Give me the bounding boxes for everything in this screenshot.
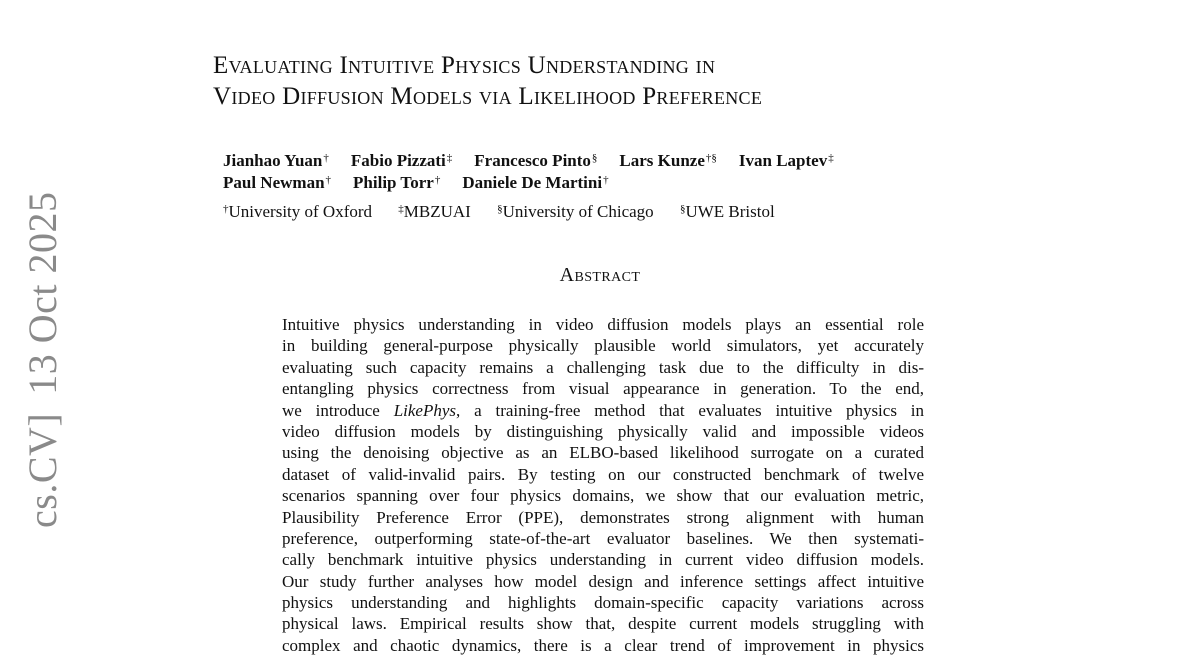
abstract-line: preference, outperforming state-of-the-art evaluator baselines. We then systemati-	[282, 528, 924, 548]
author-name: Fabio Pizzati	[350, 151, 446, 170]
title-line: Evaluating Intuitive Physics Understanding in	[213, 52, 716, 79]
author-name: Jianhao Yuan	[223, 151, 323, 170]
abstract-heading: Abstract	[559, 264, 641, 286]
abstract-line: evaluating such capacity remains a challenging task due to the difficulty in dis-	[282, 357, 924, 377]
author-name: Lars Kunze	[619, 151, 705, 170]
author	[353, 172, 440, 194]
abstract-line: in building general-purpose physically plausible world simulators, yet accurately	[282, 336, 924, 356]
author-name: Daniele De Martini	[462, 173, 603, 192]
author-mark: §	[591, 152, 598, 164]
arxiv-date: 13 Oct 2025	[20, 191, 65, 395]
affiliation-name: University of Chicago	[502, 202, 654, 221]
title-line: Video Diffusion Models via Likelihood Preference	[213, 83, 763, 110]
author-name: Francesco Pinto	[474, 151, 591, 170]
author-mark: †	[323, 152, 329, 164]
abstract-line: dataset of valid-invalid pairs. By testing on our constructed benchmark of twelve	[282, 464, 924, 484]
arxiv-side-stamp	[20, 191, 68, 670]
affiliation	[223, 202, 372, 221]
abstract-line: using the denoising objective as an ELBO-based likelihood surrogate on a curated	[282, 443, 924, 463]
author-row	[223, 150, 963, 172]
abstract-line: cally benchmark intuitive physics understanding in current video diffusion models.	[282, 550, 924, 570]
abstract-body	[282, 314, 924, 656]
author-mark: †§	[705, 152, 717, 164]
author	[223, 172, 331, 194]
author-name: Philip Torr	[353, 173, 434, 192]
affiliation	[680, 202, 775, 221]
arxiv-stamp-text	[19, 192, 66, 528]
affiliation-name: UWE Bristol	[685, 202, 775, 221]
author	[739, 150, 834, 172]
author-mark: †	[325, 174, 332, 186]
author	[223, 150, 329, 172]
affiliation-mark: §	[497, 203, 503, 215]
author-name: Ivan Laptev	[738, 151, 828, 170]
paper-title	[213, 50, 973, 112]
author-mark: ‡	[828, 152, 834, 164]
abstract-line: Plausibility Preference Error (PPE), demonstrates strong alignment with human	[282, 507, 924, 527]
author	[619, 150, 716, 172]
abstract-line: video diffusion models by distinguishing physically valid and impossible videos	[282, 421, 924, 441]
abstract-line: Intuitive physics understanding in video diffusion models plays an essential role	[282, 315, 924, 334]
author	[474, 150, 597, 172]
abstract-line: physical laws. Empirical results show that, despite current models struggling with	[282, 614, 924, 634]
method-name-emphasis: LikePhys	[393, 400, 457, 420]
affiliation-name: University of Oxford	[228, 202, 373, 221]
affiliation	[497, 202, 654, 221]
author	[462, 172, 608, 194]
author	[351, 150, 452, 172]
author-mark: ‡	[446, 152, 453, 164]
affiliation-name: MBZUAI	[403, 202, 471, 221]
abstract-line: entangling physics correctness from visual appearance in generation. To the end,	[282, 379, 924, 399]
arxiv-category: cs.CV]	[20, 412, 65, 528]
affiliation-mark: ‡	[398, 203, 404, 215]
abstract-line: physics understanding and highlights domain-specific capacity variations across	[282, 593, 924, 613]
abstract-line: complex and chaotic dynamics, there is a clear trend of improvement in physics	[282, 635, 924, 655]
abstract-line: scenarios spanning over four physics domains, we show that our evaluation metric,	[282, 486, 924, 506]
affiliation	[398, 202, 471, 221]
author-mark: †	[603, 174, 609, 186]
author-name: Paul Newman	[223, 173, 325, 192]
affiliation-list	[223, 201, 797, 223]
abstract-line-with-emphasis: we introduce LikePhys, a training-free method that evaluates intuitive physics in	[282, 400, 924, 420]
abstract-line: Our study further analyses how model design and inference settings affect intuitive	[282, 571, 924, 591]
affiliation-mark: †	[223, 203, 229, 215]
affiliation-mark: §	[679, 203, 686, 215]
author-list	[223, 150, 963, 194]
author-mark: †	[434, 174, 441, 186]
author-row	[223, 172, 963, 194]
